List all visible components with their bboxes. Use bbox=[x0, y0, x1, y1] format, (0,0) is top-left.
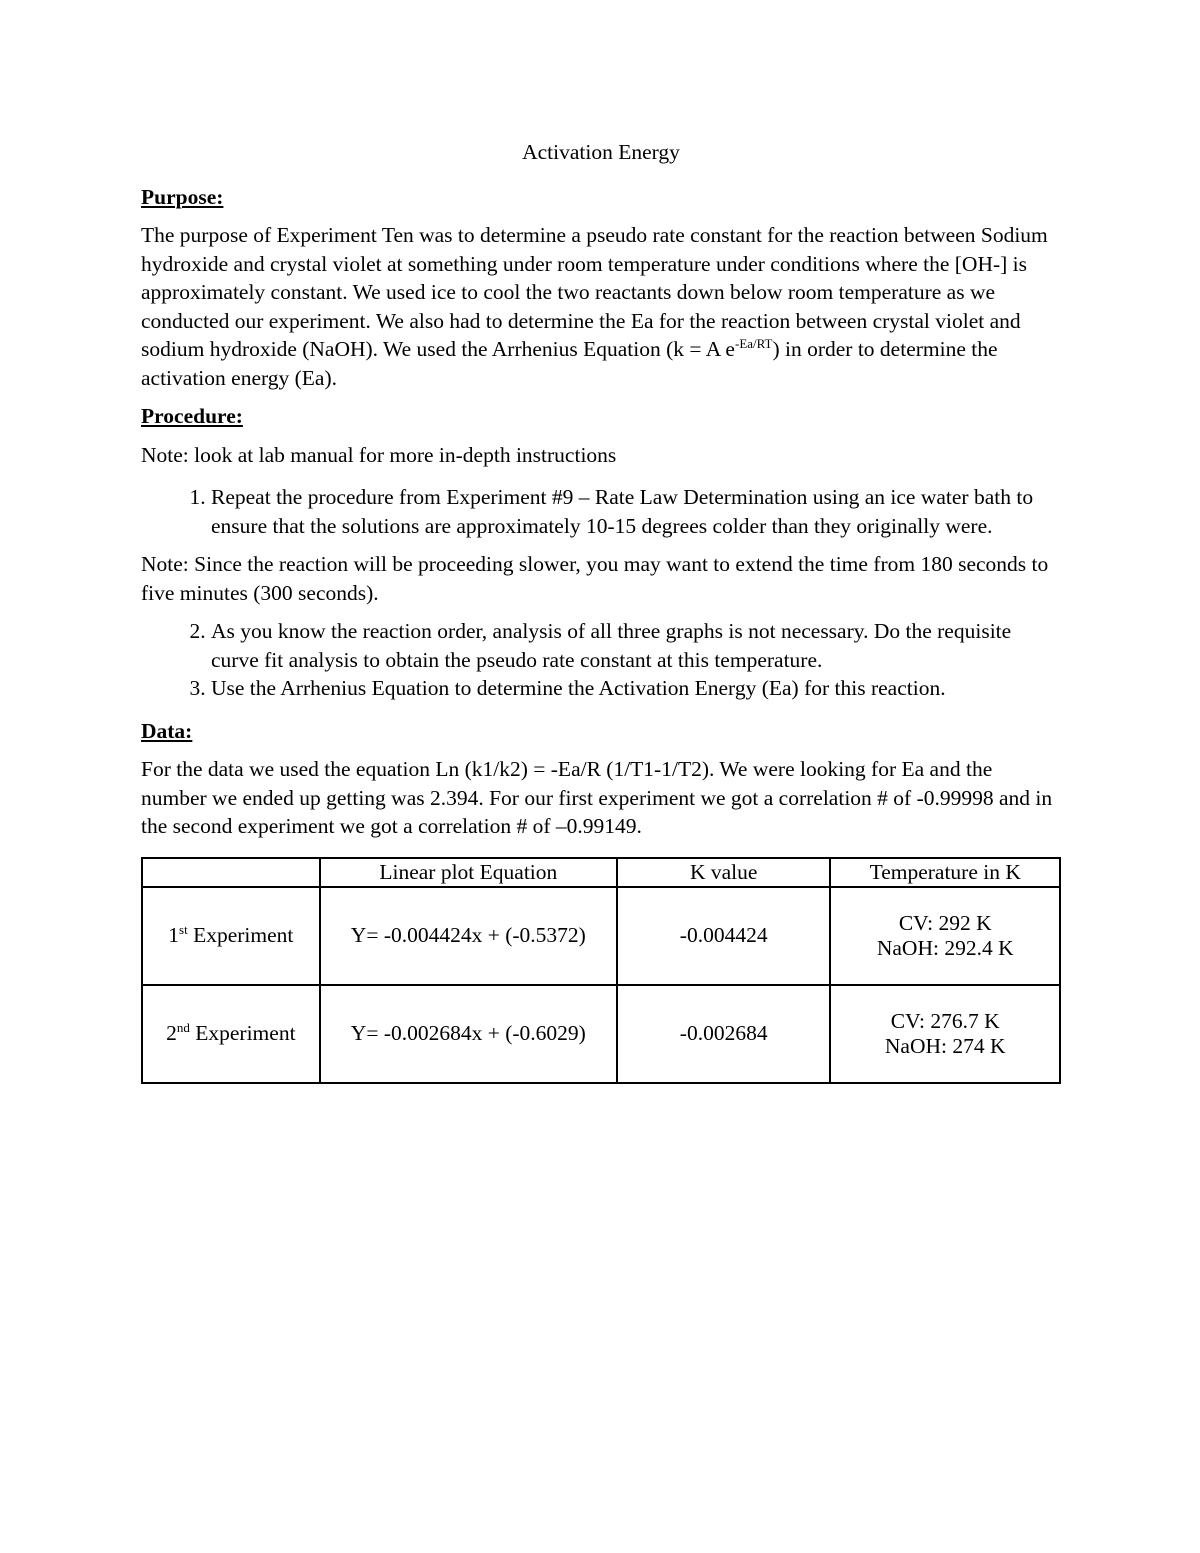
procedure-list-first bbox=[141, 483, 1061, 540]
equation-cell: Y= -0.004424x + (-0.5372) bbox=[320, 887, 617, 985]
experiment-number: 2 bbox=[166, 1021, 177, 1045]
procedure-step-1: 1. Repeat the procedure from Experiment #9 – Rate Law Determination using an ice water bath to ensure that the solutions are approximately 10-15 degrees colder than they originally were. bbox=[211, 483, 1061, 540]
temperature-naoh: NaOH: 274 K bbox=[884, 1033, 1006, 1058]
experiment-label-cell bbox=[142, 887, 320, 985]
temperature-cell bbox=[830, 985, 1060, 1083]
procedure-list-second bbox=[141, 617, 1061, 703]
experiment-label: Experiment bbox=[189, 1021, 296, 1045]
purpose-heading: Purpose: bbox=[141, 184, 224, 209]
purpose-text-after: ) in order to determine the activation energy (Ea). bbox=[141, 337, 998, 390]
temperature-cell bbox=[830, 887, 1060, 985]
temperature-naoh: NaOH: 292.4 K bbox=[876, 935, 1014, 960]
procedure-heading: Procedure: bbox=[141, 404, 243, 428]
k-value-cell: -0.002684 bbox=[617, 985, 831, 1083]
procedure-step-2: 2. As you know the reaction order, analysis of all three graphs is not necessary. Do the requisite curve fit analysis to obtain the pseudo rate constant at this temperature. bbox=[211, 617, 1061, 674]
equation-cell: Y= -0.002684x + (-0.6029) bbox=[320, 985, 617, 1083]
data-paragraph: For the data we used the equation Ln (k1/k2) = -Ea/R (1/T1-1/T2). We were looking for Ea and the number we ended up getting was 2.394. For our first experiment we got a correlation # of -0.99998 and in the second experiment we got a correlation # of –0.99149. bbox=[141, 757, 1053, 838]
experiment-ordinal: st bbox=[179, 921, 188, 937]
table-header-cell: K value bbox=[617, 858, 831, 887]
k-value-cell: -0.004424 bbox=[617, 887, 831, 985]
experiment-number: 1 bbox=[168, 923, 180, 947]
results-table bbox=[141, 857, 1061, 1084]
document-body bbox=[141, 138, 1061, 1084]
experiment-label-cell bbox=[142, 985, 320, 1083]
table-header-cell: Linear plot Equation bbox=[320, 858, 617, 887]
procedure-intro-note: Note: look at lab manual for more in-depth instructions bbox=[141, 442, 617, 467]
table-header-cell: Temperature in K bbox=[830, 858, 1060, 887]
table-header-row bbox=[142, 858, 1060, 887]
procedure-middle-note: Note: Since the reaction will be proceeding slower, you may want to extend the time from 180 seconds to five minutes (300 seconds). bbox=[141, 552, 1049, 605]
table-header-cell bbox=[142, 858, 320, 887]
temperature-cv: CV: 276.7 K bbox=[890, 1008, 1000, 1033]
purpose-superscript: -Ea/RT bbox=[734, 335, 773, 351]
data-heading: Data: bbox=[141, 718, 193, 743]
table-row bbox=[142, 887, 1060, 985]
purpose-text-before: The purpose of Experiment Ten was to determine a pseudo rate constant for the reaction between Sodium hydroxide and crystal violet at something under room temperature under conditions where the [OH-] is approximately constant. We used ice to cool the two reactants down below room temperature as we conducted our experiment. We also had to determine the Ea for the reaction between crystal violet and sodium hydroxide (NaOH). We used the Arrhenius Equation (k = A e bbox=[141, 223, 1048, 361]
temperature-cv: CV: 292 K bbox=[898, 910, 992, 935]
experiment-ordinal: nd bbox=[176, 1019, 190, 1035]
purpose-paragraph bbox=[141, 221, 1061, 392]
table-row bbox=[142, 985, 1060, 1083]
experiment-label: Experiment bbox=[187, 923, 294, 947]
document-title: Activation Energy bbox=[522, 140, 680, 164]
procedure-step-3: 3. Use the Arrhenius Equation to determine the Activation Energy (Ea) for this reaction. bbox=[211, 674, 1061, 703]
